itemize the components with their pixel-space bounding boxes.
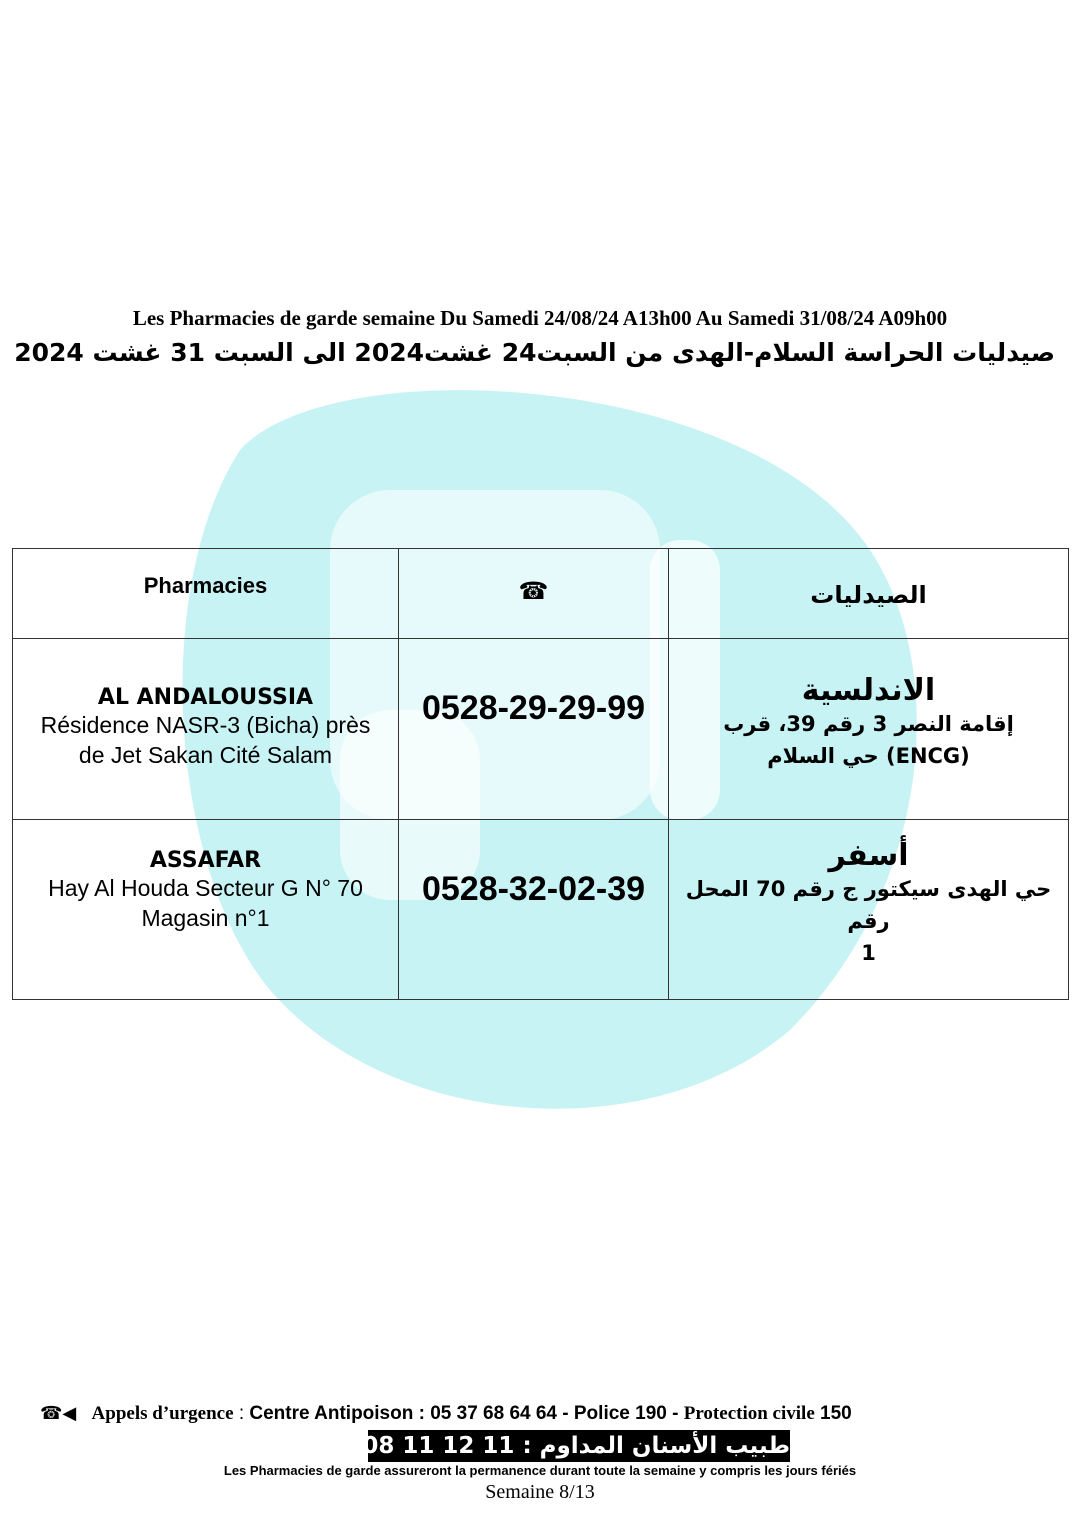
- urgence-separator: :: [238, 1403, 245, 1424]
- pharmacy-address-arabic: (ENCG) حي السلام: [767, 744, 970, 769]
- pharmacy-address-line: Hay Al Houda Secteur G N° 70: [48, 874, 363, 901]
- pharmacy-address-arabic: إقامة النصر 3 رقم 39، قرب: [723, 712, 1014, 737]
- dentist-on-duty: طبيب الأسنان المداوم : 11 12 11 08 06: [368, 1430, 790, 1462]
- pharmacy-address-arabic: 1: [861, 940, 876, 965]
- pharmacy-name: ASSAFAR: [149, 847, 262, 873]
- emergency-calls: [40, 1403, 1040, 1425]
- pharmacy-address-line: de Jet Sakan Cité Salam: [78, 742, 333, 769]
- pharmacies-table: [12, 548, 1069, 1000]
- pharmacy-phone-cell: [399, 819, 669, 999]
- antipoison-police: Centre Antipoison : 05 37 68 64 64 - Police 190 -: [249, 1403, 679, 1424]
- protection-civile-number: 150: [820, 1403, 852, 1424]
- pharmacy-phone-cell: [399, 639, 669, 819]
- pharmacy-name-arabic: الاندلسية: [801, 673, 936, 709]
- table-row: [13, 639, 1069, 819]
- pharmacy-address-line: Magasin n°1: [141, 904, 270, 931]
- header-pharmacies-arabic: الصيدليات: [669, 549, 1069, 639]
- title-french: Les Pharmacies de garde semaine Du Samedi 24/08/24 A13h00 Au Samedi 31/08/24 A09h00: [132, 306, 948, 330]
- week-number: Semaine 8/13: [485, 1481, 595, 1503]
- pharmacy-ar-cell: [669, 819, 1069, 999]
- table-row: [13, 819, 1069, 999]
- pharmacy-name-arabic: أسفر: [828, 837, 909, 873]
- title-arabic: صيدليات الحراسة السلام-الهدى من السبت24 غشت2024 الى السبت 31 غشت 2024: [14, 338, 1055, 367]
- pharmacy-fr-cell: [13, 639, 399, 819]
- pharmacy-address-arabic: حي الهدى سيكتور ج رقم 70 المحل رقم: [685, 876, 1052, 933]
- pharmacy-address-line: Résidence NASR-3 (Bicha) près: [40, 712, 371, 739]
- telephone-icon: ☎: [399, 549, 669, 639]
- table-header-row: [13, 549, 1069, 639]
- header-pharmacies: Pharmacies: [13, 549, 399, 639]
- pharmacy-ar-cell: [669, 639, 1069, 819]
- phone-alarm-icon: ☎◀: [40, 1403, 77, 1423]
- pharmacy-name: AL ANDALOUSSIA: [97, 685, 314, 711]
- footer-note: Les Pharmacies de garde assureront la permanence durant toute la semaine y compris les jours fériés: [223, 1463, 857, 1478]
- pharmacy-fr-cell: [13, 819, 399, 999]
- urgence-label: Appels d’urgence: [91, 1403, 234, 1424]
- protection-civile-label: Protection civile: [683, 1403, 815, 1424]
- pharmacy-phone: 0528-32-02-39: [421, 869, 646, 908]
- pharmacy-phone: 0528-29-29-99: [421, 689, 646, 728]
